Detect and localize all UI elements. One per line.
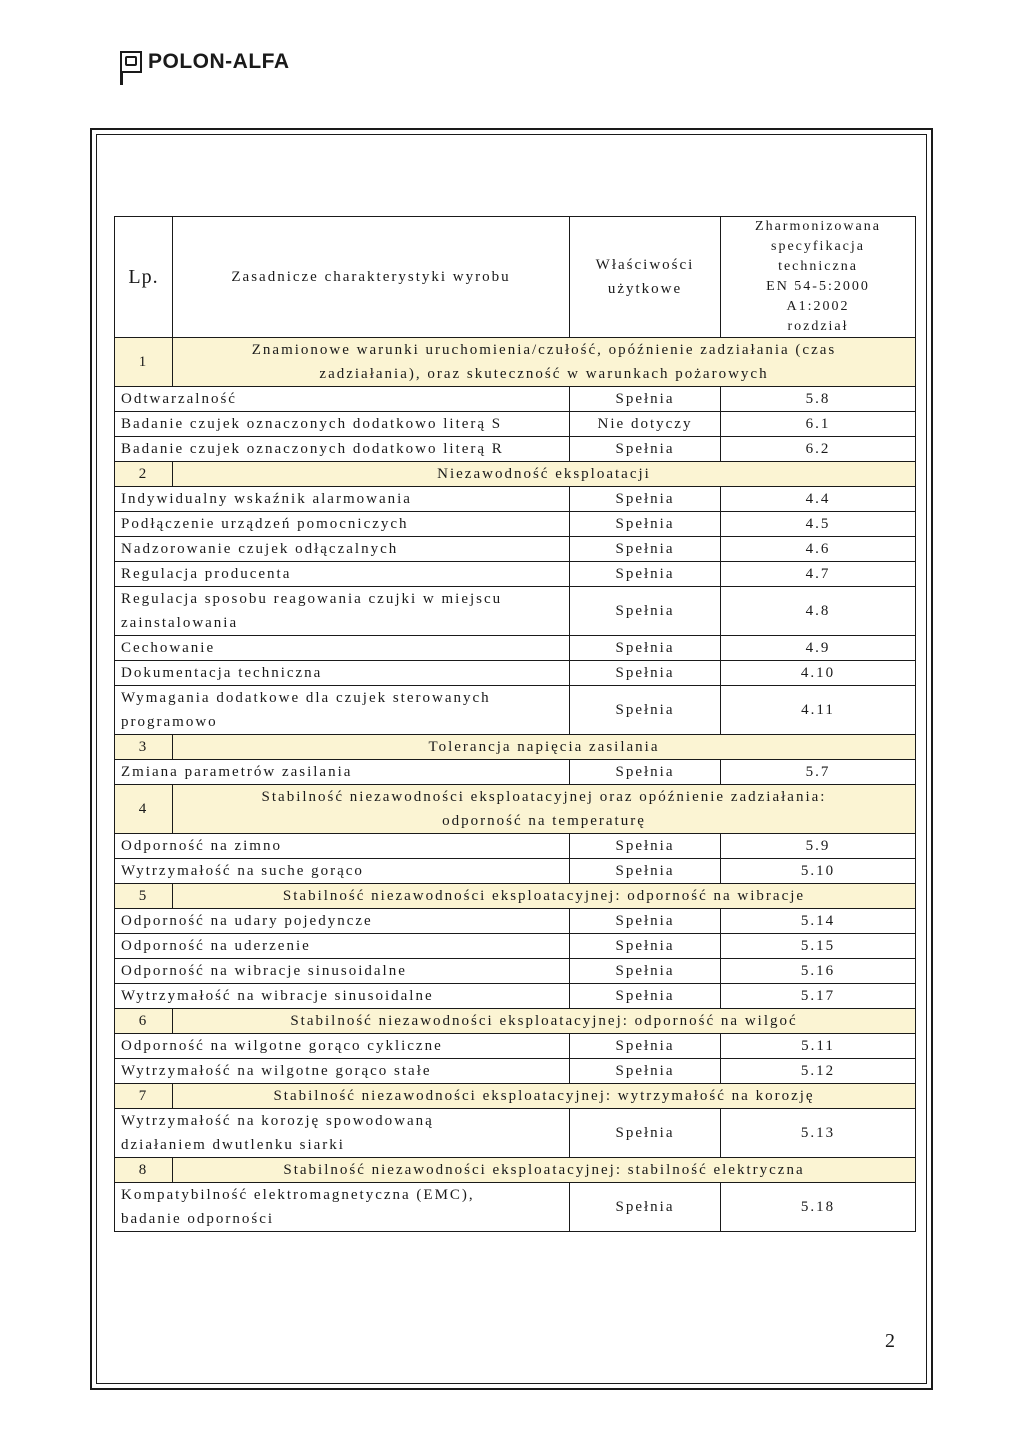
section-number: 6: [115, 1009, 173, 1034]
section-title-line: zadziałania), oraz skuteczność w warunkach pożarowych: [319, 366, 769, 382]
section-number: 3: [115, 735, 173, 760]
characteristic-line: Wytrzymałość na suche gorąco: [121, 863, 364, 879]
characteristic-cell: [115, 859, 570, 884]
section-title-line: Znamionowe warunki uruchomienia/czułość, opóźnienie zadziałania (czas: [251, 342, 837, 358]
section-row: [115, 462, 916, 487]
header-spec-line: specyfikacja: [771, 239, 865, 254]
section-row: [115, 1009, 916, 1034]
property-value: Spełnia: [570, 934, 721, 959]
property-value: Nie dotyczy: [570, 412, 721, 437]
characteristic-line: Wytrzymałość na korozję spowodowaną: [121, 1113, 434, 1129]
chapter-ref: 5.18: [721, 1183, 916, 1232]
table-header-row: [115, 217, 916, 338]
polon-logo-icon: [120, 51, 142, 73]
header-properties: [570, 217, 721, 338]
header-spec-line: A1:2002: [786, 299, 850, 314]
chapter-ref: 4.11: [721, 686, 916, 735]
characteristic-line: Badanie czujek oznaczonych dodatkowo literą R: [121, 441, 504, 457]
characteristic-line: Regulacja sposobu reagowania czujki w miejscu: [121, 591, 503, 607]
chapter-ref: 5.11: [721, 1034, 916, 1059]
table-row: [115, 487, 916, 512]
characteristic-line: Badanie czujek oznaczonych dodatkowo literą S: [121, 416, 503, 432]
characteristic-cell: [115, 587, 570, 636]
property-value: Spełnia: [570, 1034, 721, 1059]
characteristic-cell: [115, 487, 570, 512]
chapter-ref: 4.10: [721, 661, 916, 686]
table-row: [115, 562, 916, 587]
spec-table: [114, 216, 916, 1232]
chapter-ref: 4.4: [721, 487, 916, 512]
section-title: [173, 462, 916, 487]
chapter-ref: 5.10: [721, 859, 916, 884]
section-title-line: Niezawodność eksploatacji: [437, 466, 651, 482]
characteristic-cell: [115, 412, 570, 437]
characteristic-line: programowo: [121, 714, 218, 730]
property-value: Spełnia: [570, 512, 721, 537]
table-row: [115, 437, 916, 462]
section-title: [173, 735, 916, 760]
header-spec-line: rozdział: [787, 319, 849, 334]
characteristic-cell: [115, 959, 570, 984]
section-title-line: Stabilność niezawodności eksploatacyjnej: odporność na wilgoć: [290, 1013, 798, 1029]
characteristic-line: Cechowanie: [121, 640, 216, 656]
table-row: [115, 1183, 916, 1232]
section-row: [115, 735, 916, 760]
table-row: [115, 1059, 916, 1084]
section-number: 1: [115, 338, 173, 387]
property-value: Spełnia: [570, 587, 721, 636]
table-row: [115, 834, 916, 859]
characteristic-cell: [115, 562, 570, 587]
section-row: [115, 785, 916, 834]
characteristic-line: Odporność na uderzenie: [121, 938, 311, 954]
table-row: [115, 387, 916, 412]
table-row: [115, 537, 916, 562]
characteristic-line: Nadzorowanie czujek odłączalnych: [121, 541, 399, 557]
property-value: Spełnia: [570, 959, 721, 984]
section-title: [173, 1009, 916, 1034]
property-value: Spełnia: [570, 537, 721, 562]
property-value: Spełnia: [570, 686, 721, 735]
section-title-line: Stabilność niezawodności eksploatacyjnej: odporność na wibracje: [282, 888, 806, 904]
characteristic-line: Kompatybilność elektromagnetyczna (EMC),: [121, 1187, 475, 1203]
section-title: [173, 785, 916, 834]
property-value: Spełnia: [570, 1183, 721, 1232]
brand-name: POLON-ALFA: [148, 50, 290, 73]
characteristic-line: Podłączenie urządzeń pomocniczych: [121, 516, 409, 532]
characteristic-line: Dokumentacja techniczna: [121, 665, 323, 681]
section-title-line: Stabilność niezawodności eksploatacyjnej: stabilność elektryczna: [283, 1162, 805, 1178]
characteristic-cell: [115, 834, 570, 859]
property-value: Spełnia: [570, 859, 721, 884]
section-number: 5: [115, 884, 173, 909]
characteristic-line: Wytrzymałość na wibracje sinusoidalne: [121, 988, 434, 1004]
chapter-ref: 5.14: [721, 909, 916, 934]
characteristic-cell: [115, 512, 570, 537]
characteristic-line: badanie odporności: [121, 1211, 275, 1227]
characteristic-line: Odtwarzalność: [121, 391, 237, 407]
page-number: 2: [885, 1330, 895, 1352]
chapter-ref: 5.12: [721, 1059, 916, 1084]
table-row: [115, 760, 916, 785]
characteristic-cell: [115, 437, 570, 462]
header-properties-line: Właściwości: [595, 257, 695, 273]
characteristic-line: Indywidualny wskaźnik alarmowania: [121, 491, 412, 507]
chapter-ref: 6.1: [721, 412, 916, 437]
characteristic-line: Odporność na zimno: [121, 838, 282, 854]
chapter-ref: 5.13: [721, 1109, 916, 1158]
section-title-line: odporność na temperaturę: [442, 813, 646, 829]
chapter-ref: 4.5: [721, 512, 916, 537]
section-number: 8: [115, 1158, 173, 1183]
section-title-line: Tolerancja napięcia zasilania: [428, 739, 660, 755]
table-row: [115, 686, 916, 735]
table-row: [115, 1034, 916, 1059]
characteristic-cell: [115, 661, 570, 686]
section-number: 7: [115, 1084, 173, 1109]
section-title: [173, 338, 916, 387]
property-value: Spełnia: [570, 661, 721, 686]
chapter-ref: 5.8: [721, 387, 916, 412]
section-title: [173, 1084, 916, 1109]
property-value: Spełnia: [570, 1109, 721, 1158]
section-row: [115, 1158, 916, 1183]
characteristic-line: Wymagania dodatkowe dla czujek sterowanych: [121, 690, 491, 706]
logo: [120, 50, 290, 74]
header-characteristics: Zasadnicze charakterystyki wyrobu: [173, 217, 570, 338]
property-value: Spełnia: [570, 984, 721, 1009]
section-number: 4: [115, 785, 173, 834]
section-title-line: Stabilność niezawodności eksploatacyjnej oraz opóźnienie zadziałania:: [261, 789, 827, 805]
characteristic-line: zainstalowania: [121, 615, 239, 631]
characteristic-line: Odporność na udary pojedyncze: [121, 913, 373, 929]
characteristic-line: działaniem dwutlenku siarki: [121, 1137, 345, 1153]
chapter-ref: 5.17: [721, 984, 916, 1009]
header-properties-line: użytkowe: [607, 281, 683, 297]
chapter-ref: 4.7: [721, 562, 916, 587]
characteristic-line: Regulacja producenta: [121, 566, 292, 582]
chapter-ref: 5.7: [721, 760, 916, 785]
characteristic-cell: [115, 1034, 570, 1059]
table-row: [115, 934, 916, 959]
characteristic-line: Zmiana parametrów zasilania: [121, 764, 353, 780]
characteristic-line: Odporność na wibracje sinusoidalne: [121, 963, 407, 979]
header-lp: Lp.: [115, 217, 173, 338]
characteristic-cell: [115, 760, 570, 785]
characteristic-line: Odporność na wilgotne gorąco cykliczne: [121, 1038, 443, 1054]
chapter-ref: 4.9: [721, 636, 916, 661]
property-value: Spełnia: [570, 760, 721, 785]
characteristic-cell: [115, 387, 570, 412]
section-row: [115, 1084, 916, 1109]
section-row: [115, 338, 916, 387]
chapter-ref: 5.16: [721, 959, 916, 984]
section-title: [173, 884, 916, 909]
characteristic-cell: [115, 686, 570, 735]
chapter-ref: 5.15: [721, 934, 916, 959]
table-row: [115, 859, 916, 884]
property-value: Spełnia: [570, 437, 721, 462]
chapter-ref: 4.8: [721, 587, 916, 636]
header-spec-line: Zharmonizowana: [755, 219, 881, 234]
table-row: [115, 959, 916, 984]
table-row: [115, 1109, 916, 1158]
chapter-ref: 6.2: [721, 437, 916, 462]
header-spec-line: techniczna: [778, 259, 858, 274]
property-value: Spełnia: [570, 562, 721, 587]
table-row: [115, 661, 916, 686]
characteristic-cell: [115, 1059, 570, 1084]
section-title-line: Stabilność niezawodności eksploatacyjnej: wytrzymałość na korozję: [273, 1088, 815, 1104]
property-value: Spełnia: [570, 909, 721, 934]
characteristic-cell: [115, 909, 570, 934]
property-value: Spełnia: [570, 1059, 721, 1084]
property-value: Spełnia: [570, 834, 721, 859]
characteristic-cell: [115, 1183, 570, 1232]
header-spec: [721, 217, 916, 338]
table-row: [115, 587, 916, 636]
section-number: 2: [115, 462, 173, 487]
table-row: [115, 909, 916, 934]
characteristic-cell: [115, 636, 570, 661]
header-spec-line: EN 54-5:2000: [766, 279, 870, 294]
characteristic-line: Wytrzymałość na wilgotne gorąco stałe: [121, 1063, 432, 1079]
table-row: [115, 512, 916, 537]
section-row: [115, 884, 916, 909]
property-value: Spełnia: [570, 636, 721, 661]
chapter-ref: 5.9: [721, 834, 916, 859]
characteristic-cell: [115, 984, 570, 1009]
property-value: Spełnia: [570, 387, 721, 412]
characteristic-cell: [115, 1109, 570, 1158]
chapter-ref: 4.6: [721, 537, 916, 562]
section-title: [173, 1158, 916, 1183]
characteristic-cell: [115, 934, 570, 959]
characteristic-cell: [115, 537, 570, 562]
table-row: [115, 412, 916, 437]
property-value: Spełnia: [570, 487, 721, 512]
table-row: [115, 636, 916, 661]
table-row: [115, 984, 916, 1009]
